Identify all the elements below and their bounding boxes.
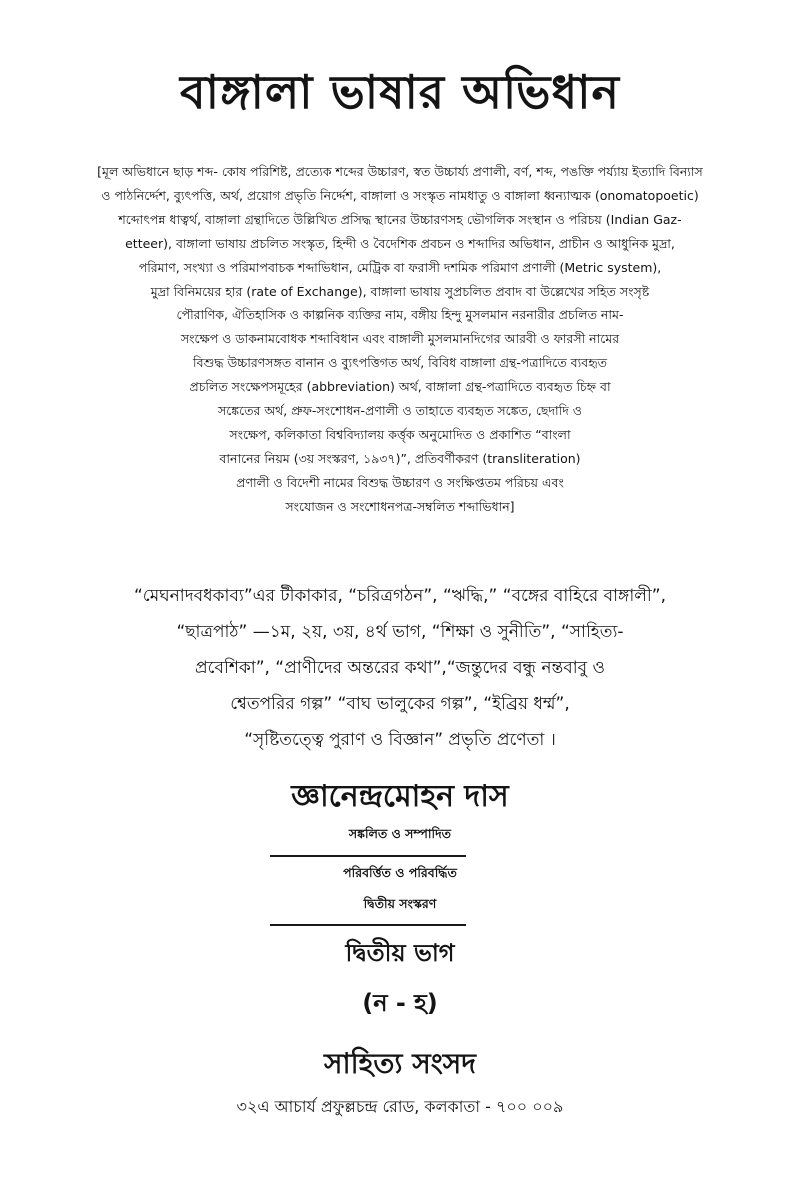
description-block (22, 160, 778, 519)
description-line: [মূল অভিধানে ছাড় শব্দ- কোষ পরিশিষ্ট, প্রত্যেক শব্দের উচ্চারণ, স্বত উচ্চার্য্য প্রণালী, বর্ণ, শব্দ, পঙক্তি পর্য্যায় ইত্যাদি বিন্যাস (97, 164, 703, 179)
publisher-name: সাহিত্য সংসদ (324, 1047, 476, 1080)
edition-note: দ্বিতীয় সংস্করণ (363, 896, 437, 911)
revised-note: পরিবর্ত্তিত ও পরিবর্দ্ধিত (343, 865, 457, 880)
works-line: শ্বেতপরির গল্প” “বাঘ ভালুকের গল্প”, “ইব্রিয় ধর্ম্ম”, (230, 694, 570, 714)
works-line: প্রবেশিকা”, “প্রাণীদের অন্তরের কথা”,“জন্তুদের বন্ধু নন্তবাবু ও (194, 658, 606, 678)
description-line: প্রচলিত সংক্ষেপসমূহের (abbreviation) অর্থ, বাঙ্গালা গ্রন্থ-পত্রাদিতে ব্যবহৃত চিহ্ন বা (189, 379, 611, 395)
works-line: “সৃষ্টিতত্ত্বে পুরাণ ও বিজ্ঞান” প্রভৃতি প্রণেতা । (244, 730, 556, 750)
divider-rule (270, 855, 466, 857)
works-line: “ছাত্রপাঠ” —১ম, ২য়, ৩য়, ৪র্থ ভাগ, “শিক্ষা ও সুনীতি”, “সাহিত্য- (176, 622, 624, 642)
compiled-note: সঙ্কলিত ও সম্পাদিত (348, 826, 452, 841)
divider-rule (270, 924, 466, 926)
description-line: মুদ্রা বিনিময়ের হার (rate of Exchange), বাঙ্গালা ভাষায় সুপ্রচলিত প্রবাদ বা উল্লেখের সহিত সংসৃষ্ট (150, 283, 650, 299)
description-line: পরিমাণ, সংখ্যা ও পরিমাপবাচক শব্দাভিধান, মেট্রিক বা ফরাসী দশমিক পরিমাণ প্রণালী (Metric system), (138, 259, 662, 275)
description-line: ও পাঠনির্দ্দেশ, ব্যুৎপত্তি, অর্থ, প্রয়োগ প্রভৃতি নির্দ্দেশ, বাঙ্গালা ও সংস্কৃত নামধাতু ও বাঙ্গালা ধ্বন্যাত্মক (onomatopoetic) (101, 187, 699, 203)
author-name: জ্ঞানেন্দ্রমোহন দাস (291, 779, 509, 814)
description-line: বিশুদ্ধ উচ্চারণসঙ্গত বানান ও ব্যুৎপত্তিগত অর্থ, বিবিধ বাঙ্গালা গ্রন্থ-পত্রাদিতে ব্যবহৃত (193, 355, 607, 371)
description-line: বানানের নিয়ম (৩য় সংস্করণ, ১৯৩৭)”, প্রতিবর্ণীকরণ (transliteration) (219, 450, 581, 466)
description-line: সংযোজন ও সংশোধনপত্র-সম্বলিত শব্দাভিধান] (285, 498, 515, 514)
description-line: etteer), বাঙ্গালা ভাষায় প্রচলিত সংস্কৃত, হিন্দী ও বৈদেশিক প্রবচন ও শব্দাদির অভিধান, প্রাচীন ও আধুনিক মুদ্রা, (125, 235, 675, 251)
works-line: “মেঘনাদবধকাব্য”এর টীকাকার, “চরিত্রগঠন”, “ঋদ্ধি,” “বঙ্গের বাহিরে বাঙ্গালী”, (133, 586, 666, 606)
description-line: সংক্ষেপ, কলিকাতা বিশ্ববিদ্যালয় কর্ত্তৃক অনুমোদিত ও প্রকাশিত “বাংলা (229, 426, 571, 442)
book-title: বাঙ্গালা ভাষার অভিধান (180, 65, 620, 119)
publisher-address: ৩২এ আচার্য প্রফুল্লচন্দ্র রোড, কলকাতা - ৭০০ ০০৯ (236, 1097, 564, 1116)
description-line: পৌরাণিক, ঐতিহাসিক ও কাল্পনিক ব্যক্তির নাম, বঙ্গীয় হিন্দু মুসলমান নরনারীর প্রচলিত নাম- (176, 307, 624, 323)
letter-range: (ন - হ) (362, 989, 438, 1017)
description-line: সংক্ষেপ ও ডাকনামবোধক শব্দাবিধান এবং বাঙ্গালী মুসলমানদিগের আরবী ও ফারসী নামের (180, 331, 620, 347)
author-works-block (50, 578, 750, 758)
description-line: শব্দোৎপন্ন ধাত্বর্থ, বাঙ্গালা গ্রন্থাদিতে উল্লিখিত প্রসিদ্ধ স্থানের উচ্চারণসহ ভৌগলিক সংস্থান ও পরিচয় (Indian Gaz- (118, 211, 682, 227)
description-line: প্রণালী ও বিদেশী নামের বিশুদ্ধ উচ্চারণ ও সংক্ষিপ্ততম পরিচয় এবং (236, 474, 564, 490)
description-line: সঙ্কেতের অর্থ, প্রুফ-সংশোধন-প্রণালী ও তাহাতে ব্যবহৃত সঙ্কেত, ছেদাদি ও (217, 403, 583, 419)
part-label: দ্বিতীয় ভাগ (345, 939, 455, 967)
